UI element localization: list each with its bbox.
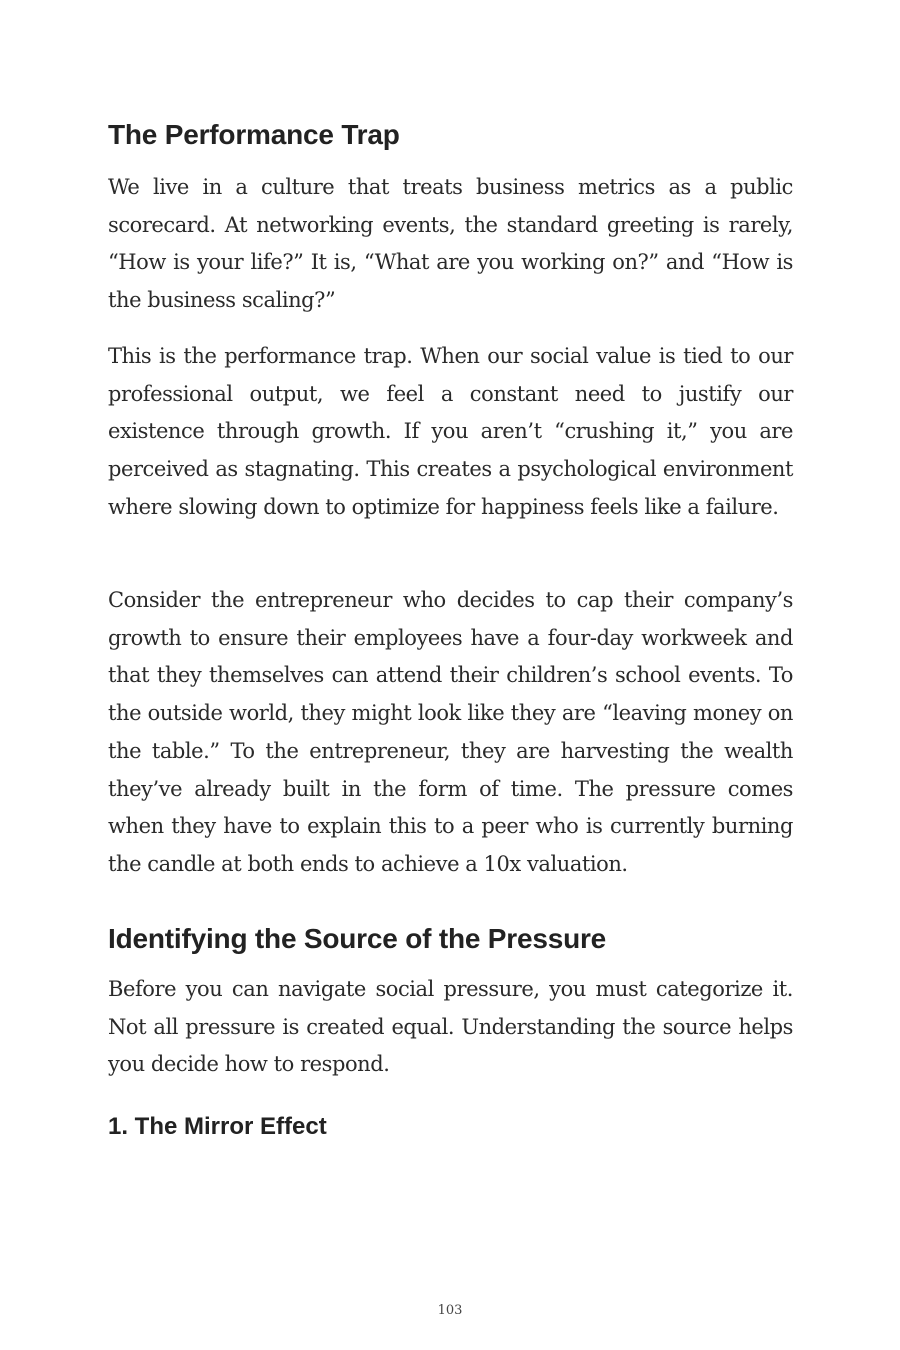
body-paragraph: We live in a culture that treats business metrics as a public scorecard. At networking events, the standard greeting is rarely, “How is your life?” It is, “What are you working on?” and “How is the business scaling?” <box>108 175 793 313</box>
body-paragraph: Consider the entrepreneur who decides to cap their company’s growth to ensure their employees have a four-day workweek and that they themselves can attend their children’s school events. To the outside world, they might look like they are “leaving money on the table.” To the entrepreneur, they are harvesting the wealth they’ve already built in the form of time. The pressure comes when they have to explain this to a peer who is currently burning the candle at both ends to achieve a 10x valuation. <box>108 588 793 876</box>
body-paragraph: Before you can navigate social pressure, you must categorize it. Not all pressure is created equal. Understanding the source helps you decide how to respond. <box>108 977 793 1077</box>
page-number: 103 <box>437 1303 463 1318</box>
subsection-heading: 1. The Mirror Effect <box>108 1113 327 1140</box>
section-heading: The Performance Trap <box>108 119 400 150</box>
body-paragraph: This is the performance trap. When our social value is tied to our professional output, we feel a constant need to justify our existence through growth. If you aren’t “crushing it,” you are perceived as stagnating. This creates a psychological environment where slowing down to optimize for happiness feels like a failure. <box>108 344 793 519</box>
section-heading: Identifying the Source of the Pressure <box>108 923 607 954</box>
